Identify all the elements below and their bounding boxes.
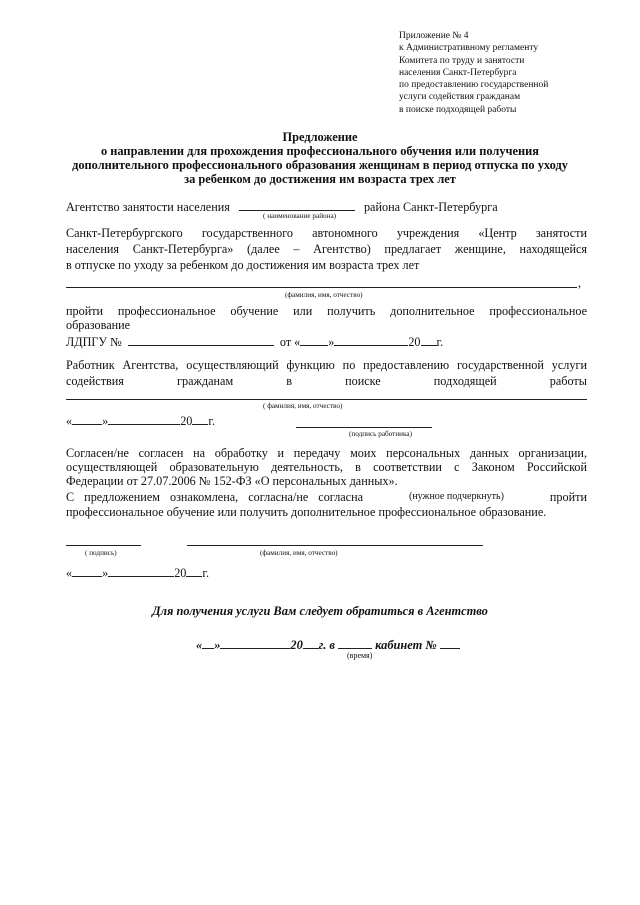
applicant-signature-caption: ( подпись) <box>85 549 117 557</box>
annex-line: к Административному регламенту <box>399 43 539 54</box>
time-caption: (время) <box>347 651 373 660</box>
year-label: 20 <box>180 414 193 428</box>
consent-ack: С предложением ознакомлена, согласна/не согласна <box>66 490 364 504</box>
title-line: дополнительного профессионального образования женщинам в период отпуска по уходу <box>72 158 568 172</box>
appointment-line <box>196 637 460 652</box>
offer-line-2: населения Санкт-Петербурга» (далее – Агентство) предлагает женщине, находящейся <box>66 242 587 256</box>
date-close: » <box>102 414 109 428</box>
year-suffix: г. <box>202 566 210 580</box>
training-line-2: образование <box>66 318 131 332</box>
consent-line-1: Согласен/не согласен на обработку и передачу моих персональных данных организации, <box>66 446 587 460</box>
woman-name-field[interactable] <box>66 287 577 288</box>
title-line: о направлении для прохождения профессионального обучения или получения <box>100 144 540 158</box>
employee-line-1: Работник Агентства, осуществляющий функцию по предоставлению государственной услуги <box>66 358 587 372</box>
appointment-day-field[interactable] <box>202 637 214 649</box>
applicant-name-field[interactable] <box>187 545 483 546</box>
employee-year-field[interactable] <box>192 413 208 425</box>
woman-name-caption: (фамилия, имя, отчество) <box>285 291 363 299</box>
date-close: » <box>102 566 109 580</box>
underline-note: (нужное подчеркнуть) <box>408 491 504 502</box>
employee-word: подходящей <box>433 374 497 388</box>
employee-signature-caption: (подпись работника) <box>349 430 412 438</box>
service-instruction: Для получения услуги Вам следует обратиться в Агентство <box>152 604 488 618</box>
year-label: 20 <box>408 335 421 349</box>
applicant-month-field[interactable] <box>108 565 174 577</box>
employee-word: в <box>286 374 293 388</box>
date-open: « <box>66 414 73 428</box>
consent-line-5: профессиональное обучение или получить дополнительное профессиональное образование. <box>66 505 547 519</box>
ldpgu-line <box>66 334 587 349</box>
annex-line: Приложение № 4 <box>399 31 469 41</box>
employee-word: гражданам <box>176 374 234 388</box>
appointment-month-field[interactable] <box>220 637 290 649</box>
employee-name-caption: ( фамилия, имя, отчество) <box>263 402 343 410</box>
employee-month-field[interactable] <box>108 413 180 425</box>
employee-word: поиске <box>345 374 381 388</box>
date-open: « <box>66 566 73 580</box>
year-label: 20 <box>290 638 303 652</box>
date-close: » <box>214 638 221 652</box>
training-line-1: пройти профессиональное обучение или получить дополнительное профессиональное <box>66 304 587 318</box>
cabinet-label: кабинет № <box>375 638 437 652</box>
appointment-time-field[interactable] <box>338 637 372 649</box>
consent-ack-end: пройти <box>549 490 587 504</box>
applicant-signature-field[interactable] <box>66 545 141 546</box>
appointment-time-label: г. в <box>318 638 335 652</box>
cabinet-number-field[interactable] <box>440 637 460 649</box>
agency-prefix: Агентство занятости населения <box>66 200 230 214</box>
year-suffix: г. <box>436 335 444 349</box>
from-label: от « <box>279 335 301 349</box>
title-line: за ребенком до достижения им возраста трех лет <box>184 172 456 186</box>
district-caption: ( наименование района) <box>263 212 337 220</box>
applicant-date-line <box>66 565 587 580</box>
annex-line: в поиске подходящей работы <box>399 104 517 115</box>
consent-line-4 <box>66 490 587 504</box>
employee-day-field[interactable] <box>72 413 102 425</box>
agency-suffix: района Санкт-Петербурга <box>363 200 498 214</box>
ldpgu-year-field[interactable] <box>421 334 437 346</box>
year-label: 20 <box>174 566 187 580</box>
employee-word: работы <box>549 374 587 388</box>
consent-line-2: осуществляющей образовательную деятельность, в соответствии с Законом Российской <box>66 460 587 474</box>
consent-line-3: Федерации от 27.07.2006 № 152-ФЗ «О персональных данных». <box>66 474 398 488</box>
applicant-day-field[interactable] <box>72 565 102 577</box>
ldpgu-month-field[interactable] <box>334 334 408 346</box>
ldpgu-label: ЛДПГУ № <box>66 335 122 349</box>
appointment-year-field[interactable] <box>303 637 319 649</box>
close-quote: » <box>328 335 335 349</box>
offer-line-3: в отпуске по уходу за ребенком до достижения им возраста трех лет <box>66 258 420 272</box>
employee-name-field[interactable] <box>66 399 587 400</box>
annex-line: услуги содействия гражданам <box>399 92 521 103</box>
comma: , <box>578 276 582 290</box>
title-line: Предложение <box>282 130 358 144</box>
date-open: « <box>196 638 203 652</box>
employee-signature-field[interactable] <box>296 427 432 428</box>
offer-line-1: Санкт-Петербургского государственного автономного учреждения «Центр занятости <box>66 226 587 240</box>
annex-line: населения Санкт-Петербурга <box>399 67 517 78</box>
employee-word: содействия <box>66 374 124 388</box>
employee-line-2 <box>66 374 587 388</box>
ldpgu-day-field[interactable] <box>300 334 328 346</box>
annex-line: Комитета по труду и занятости <box>399 55 525 66</box>
applicant-name-caption: (фамилия, имя, отчество) <box>260 549 338 557</box>
document-title <box>40 130 600 186</box>
district-field[interactable] <box>239 199 355 211</box>
annex-header <box>399 30 599 116</box>
annex-line: по предоставлению государственной <box>399 80 549 91</box>
applicant-year-field[interactable] <box>186 565 202 577</box>
ldpgu-number-field[interactable] <box>128 334 274 346</box>
year-suffix: г. <box>208 414 216 428</box>
employee-date-line <box>66 413 587 428</box>
